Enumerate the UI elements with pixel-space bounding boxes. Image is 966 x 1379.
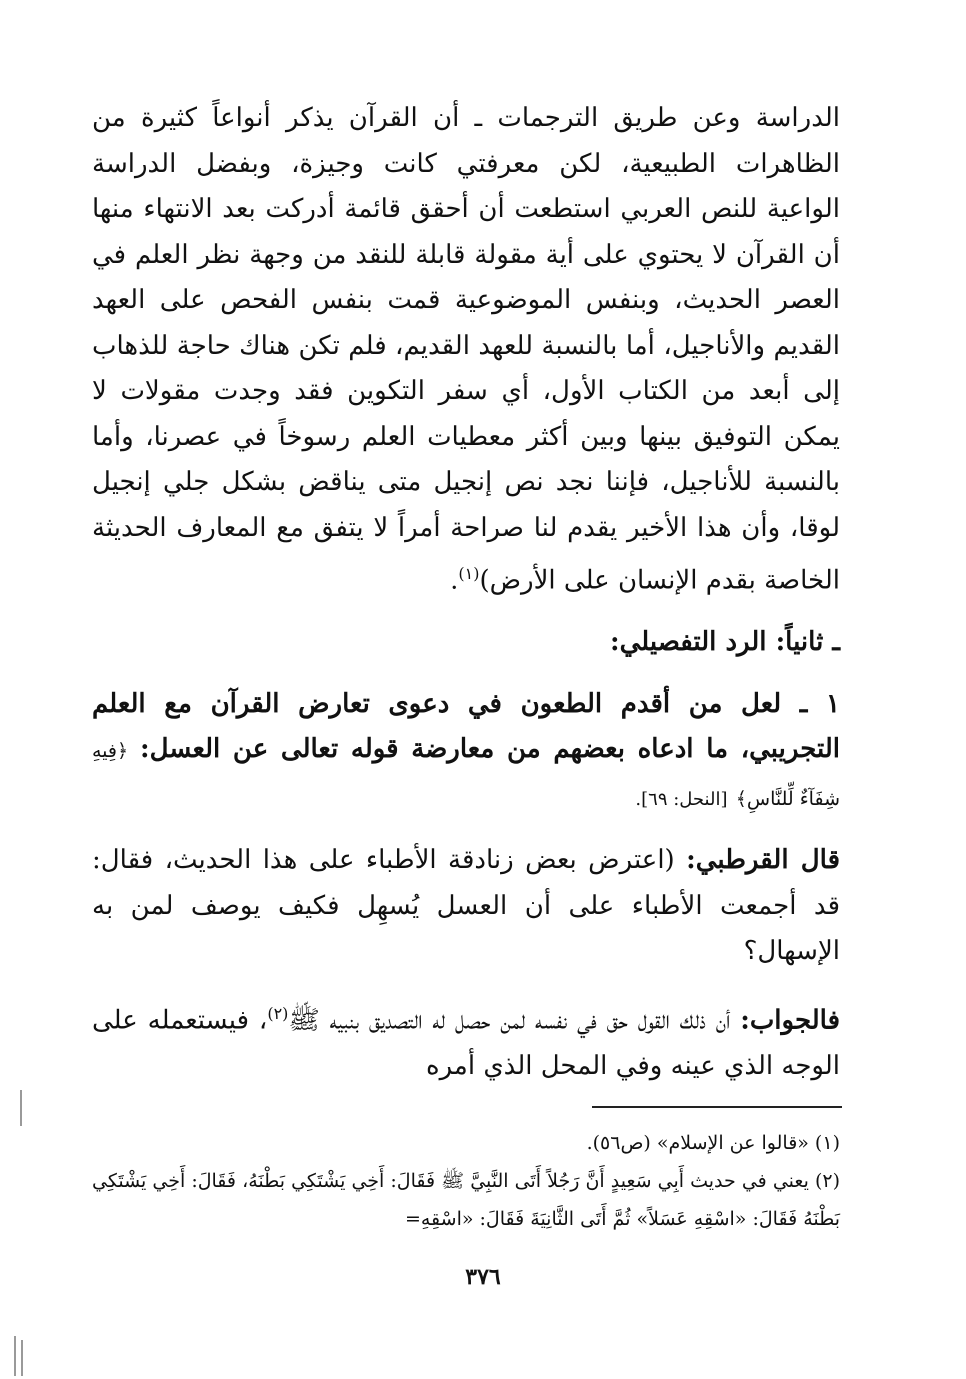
scan-edge-mark-1: [20, 1090, 22, 1126]
section-heading-text: ـ ثانياً: الرد التفصيلي:: [609, 627, 840, 658]
item-1-text: ١ ـ لعل من أقدم الطعون في دعوى تعارض القرآن مع العلم التجريبي، ما ادعاه بعضهم من معارضة قوله تعالى عن العسل:: [92, 688, 840, 765]
footnote-separator: [592, 1106, 842, 1108]
footnote-2: (٢) يعني في حديث أَبِي سَعِيدٍ أَنَّ رَجُلاً أَتَى النَّبِيَّ ﷺ فَقَالَ: أَخِي يَشْتَكِي بَطْنَهُ، فَقَالَ: أَخِي يَشْتَكِي بَطْنَهُ فَقَالَ: «اسْقِهِ عَسَلاً» ثُمَّ أَتَى الثَّانِيَةَ فَقَالَ: «اسْقِهِ=: [92, 1170, 840, 1230]
footnote-marker-1: (١): [458, 564, 480, 583]
page-number: ٣٧٦: [465, 1264, 501, 1290]
qurtubi-quote: [92, 838, 840, 975]
footnote-marker-2: (٢): [267, 1003, 289, 1023]
paragraph-1: [92, 96, 840, 604]
answer-text: أن ذلك القول حق في نفسه لمن حصل له التصديق بنبيه ﷺ: [288, 1005, 731, 1036]
section-heading: [92, 620, 840, 666]
scan-edge-mark-3: [21, 1340, 23, 1376]
answer-paragraph: [92, 991, 840, 1090]
paragraph-1-text: الدراسة وعن طريق الترجمات ـ أن القرآن يذكر أنواعاً كثيرة من الظاهرات الطبيعية، لكن معرفتي كانت وجيزة، وبفضل الدراسة الواعية للنص العربي استطعت أن أحقق قائمة أدركت بعد الانتهاء منها أن القرآن لا يحتوي على أية مقولة قابلة للنقد من وجهة نظر العلم في العصر الحديث، وبنفس الموضوعية قمت بنفس الفحص على العهد القديم والأناجيل، أما بالنسبة للعهد القديم، فلم تكن هناك حاجة للذهاب إلى أبعد من الكتاب الأول، أي سفر التكوين فقد وجدت مقولات لا يمكن التوفيق بينها وبين أكثر معطيات العلم رسوخاً في عصرنا، وأما بالنسبة للأناجيل، فإننا نجد نص إنجيل متى يناقض بشكل جلي إنجيل لوقا، وأن هذا الأخير يقدم لنا صراحة أمراً لا يتفق مع المعارف الحديثة الخاصة بقدم الإنسان على الأرض): [92, 103, 841, 596]
scan-edge-mark-2: [14, 1336, 16, 1376]
quran-verse: ﴿فِيهِ شِفَآءٌ لِّلنَّاسِ﴾: [92, 740, 840, 810]
qurtubi-text: (اعترض بعض زنادقة الأطباء على هذا الحديث، فقال: قد أجمعت الأطباء على أن العسل يُسهِل فكيف يوصف لمن به الإسهال؟: [92, 845, 840, 967]
verse-reference: [النحل: ٦٩].: [635, 788, 728, 810]
footnote-1: (١) «قالوا عن الإسلام» (ص٥٦).: [586, 1132, 840, 1154]
paragraph-1-end: .: [450, 565, 459, 596]
page-body: [92, 96, 840, 1089]
qurtubi-label: قال القرطبي:: [686, 845, 841, 876]
item-1: [92, 682, 840, 823]
answer-label: فالجواب:: [740, 1005, 841, 1036]
footnotes: [92, 1124, 840, 1238]
answer-tail: ، فيستعمله على الوجه الذي عينه وفي المحل الذي أمره: [92, 1005, 840, 1081]
